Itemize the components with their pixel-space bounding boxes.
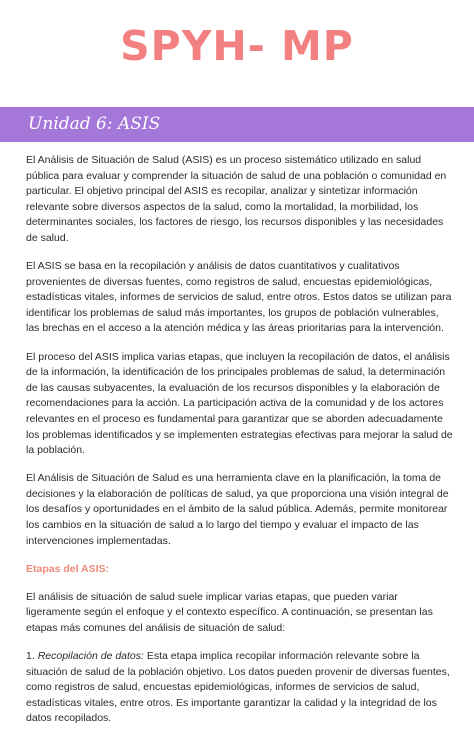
document-body: [26, 153, 454, 740]
page-title: SPYH- MP: [120, 22, 354, 70]
stage-title: Recopilación de datos:: [37, 650, 144, 663]
stage-item: [26, 649, 454, 727]
paragraph-stages-intro: El análisis de situación de salud suele implicar varias etapas, que pueden variar ligeramente según el enfoque y el contexto específico. A continuación, se presentan las etapas más comunes del análisis de situación de salud:: [26, 590, 433, 634]
paragraph-intro: El Análisis de Situación de Salud (ASIS) es un proceso sistemático utilizado en salud pública para evaluar y comprender la situación de salud de una población o comunidad en particular. El objetivo principal del ASIS es recopilar, analizar y sintetizar información relevante sobre diversos aspectos de la salud, como la mortalidad, la morbilidad, los determinantes sociales, los factores de riesgo, los recursos disponibles y las necesidades de salud.: [26, 154, 447, 244]
paragraph-process: El proceso del ASIS implica varias etapas, que incluyen la recopilación de datos, el análisis de la información, la identificación de los principales problemas de salud, la determinación de las causas subyacentes, la evaluación de los recursos disponibles y la elaboración de recomendaciones para la acción. La participación activa de la comunidad y de los actores relevantes en el proceso es fundamental para garantizar que se aborden adecuadamente los problemas identificados y se implementen estrategias efectivas para mejorar la salud de la población.: [26, 350, 453, 457]
unit-banner: [0, 107, 474, 142]
paragraph-data-sources: El ASIS se basa en la recopilación y análisis de datos cuantitativos y cualitativos provenientes de diversas fuentes, como registros de salud, encuestas epidemiológicas, estadísticas vitales, informes de servicios de salud, entre otros. Estos datos se utilizan para identificar los problemas de salud más importantes, los grupos de población vulnerables, las brechas en el acceso a la atención médica y las áreas prioritarias para la intervención.: [26, 260, 452, 335]
unit-banner-label: Unidad 6: ASIS: [28, 114, 161, 134]
stage-text: Esta etapa implica recopilar información relevante sobre la situación de salud de la población objetivo. Los datos pueden provenir de diversas fuentes, como registros de salud, encuestas epidemiológicas, informes de servicios de salud, estadísticas vitales, entre otros. Es importante garantizar la calidad y la integridad de los datos recopilados.: [26, 650, 450, 725]
stage-number: 1.: [26, 650, 38, 663]
section-heading-stages: Etapas del ASIS:: [26, 562, 110, 575]
paragraph-tool: El Análisis de Situación de Salud es una herramienta clave en la planificación, la toma de decisiones y la elaboración de políticas de salud, ya que proporciona una visión integral de los desafíos y oportunidades en el ámbito de la salud pública. Además, permite monitorear los cambios en la situación de salud a lo largo del tiempo y evaluar el impacto de las intervenciones implementadas.: [26, 472, 449, 547]
